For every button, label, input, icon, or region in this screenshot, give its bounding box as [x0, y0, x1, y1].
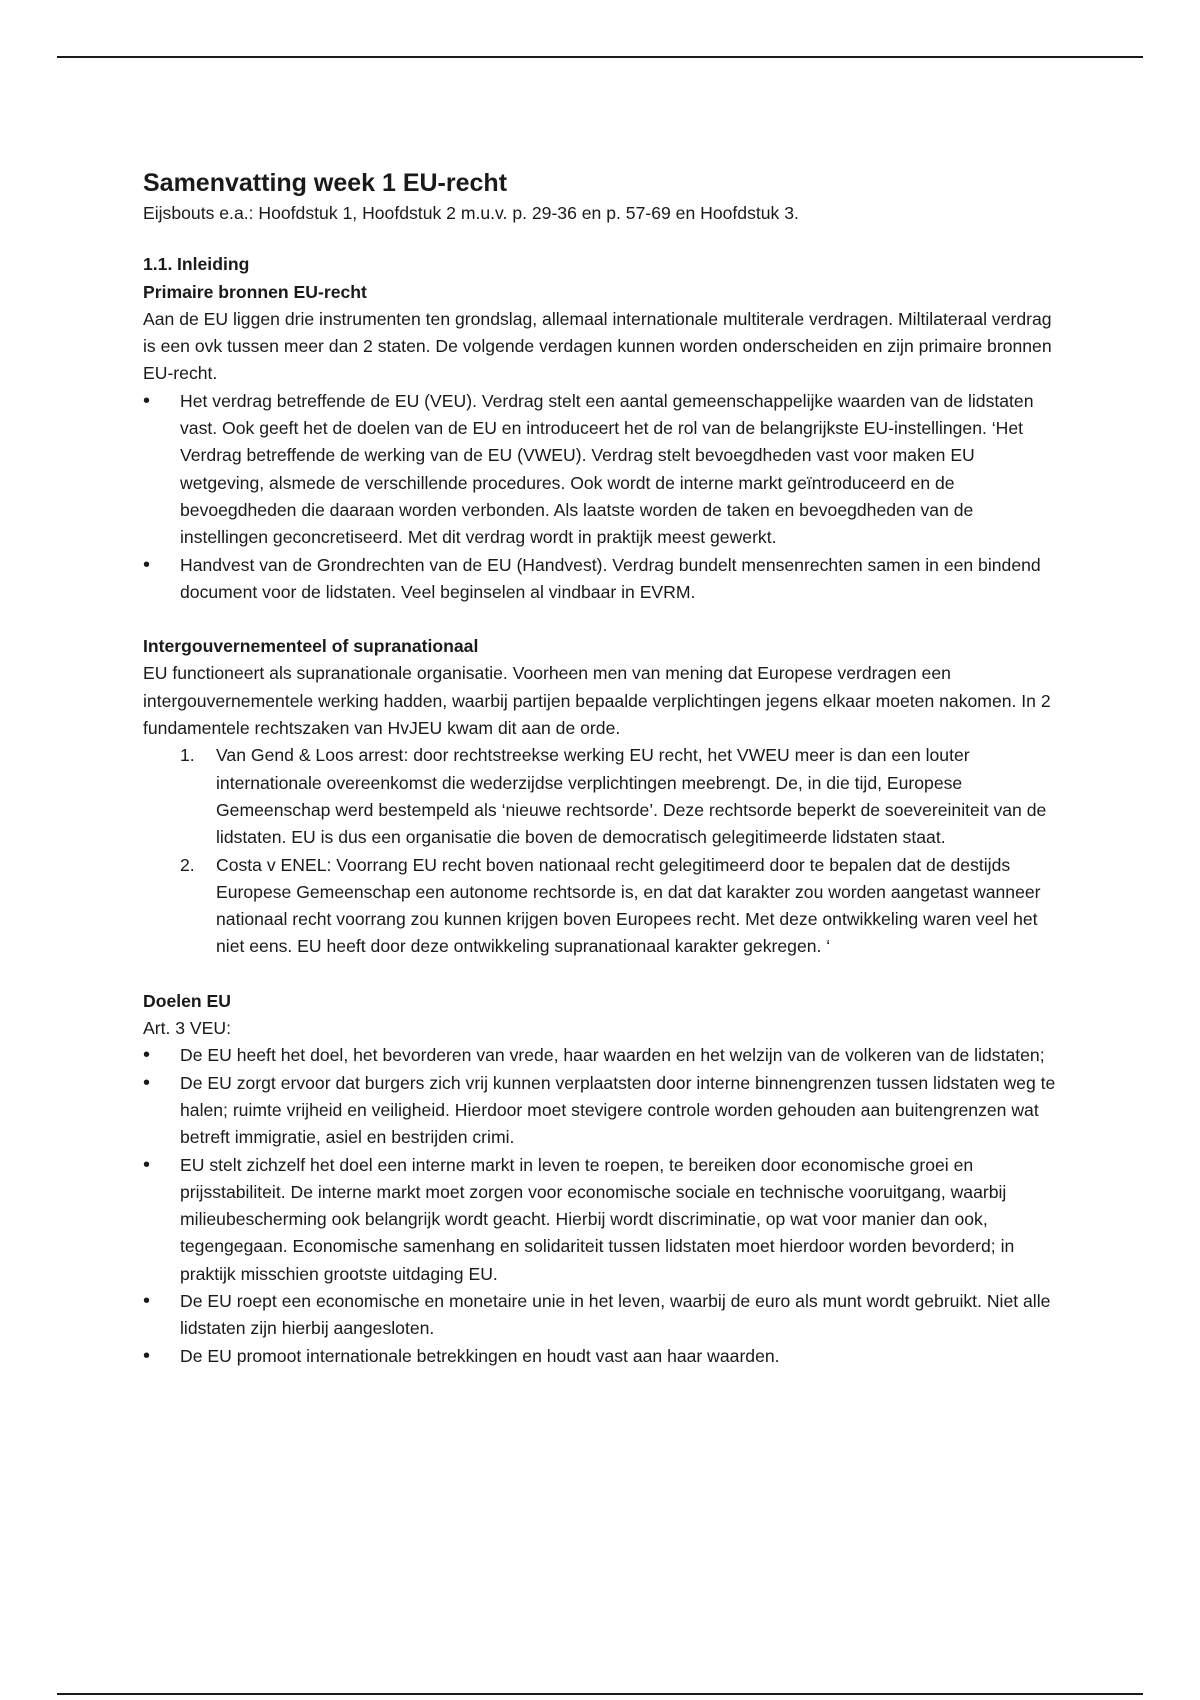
document-title: Samenvatting week 1 EU-recht [143, 169, 508, 197]
list-item-text: Costa v ENEL: Voorrang EU recht boven nationaal recht gelegitimeerd door te bepalen dat de destijds Europese Gemeenschap een autonome rechtsorde is, en dat dat karakter zou worden aangetast wanneer nationaal recht voorrang zou kunnen krijgen boven Europees recht. Met deze ontwikkeling waren veel het niet eens. EU heeft door deze ontwikkeling supranationaal karakter gekregen. ‘ [216, 854, 1041, 957]
section-heading-1-1 [143, 251, 1063, 278]
section-title: Inleiding [177, 254, 250, 275]
list-item: • De EU zorgt ervoor dat burgers zich vrij kunnen verplaatsten door interne binnengrenzen tussen lidstaten weg te halen; ruimte vrijheid en veiligheid. Hierdoor moet stevigere controle worden gehouden aan buitengrenzen wat betreft immigratie, asiel en bestrijden crimi. [143, 1070, 1063, 1152]
list-item-text: Van Gend & Loos arrest: door rechtstreekse werking EU recht, het VWEU meer is dan een louter internationale overeenkomst die wederzijdse verplichtingen meebrengt. De, in die tijd, Europese Gemeenschap werd bestempeld als ‘nieuwe rechtsorde’. Deze rechtsorde beperkt de soevereiniteit van de lidstaten. EU is dus een organisatie die boven de democratisch gelegitimeerde lidstaten staat. [216, 745, 1047, 848]
list-marker: 2. [180, 854, 195, 875]
list-item [180, 742, 1063, 851]
goals-intro: Art. 3 VEU: [143, 1018, 231, 1039]
section-number: 1.1. [143, 254, 173, 275]
primary-sources-heading: Primaire bronnen EU-recht [143, 281, 367, 302]
court-cases-list [143, 742, 1063, 960]
document-subtitle: Eijsbouts e.a.: Hoofdstuk 1, Hoofdstuk 2 m.u.v. p. 29-36 en p. 57-69 en Hoofdstuk 3. [143, 203, 799, 223]
supranational-heading: Intergouvernementeel of supranationaal [143, 636, 479, 657]
list-item [180, 852, 1063, 961]
list-item: • EU stelt zichzelf het doel een interne markt in leven te roepen, te bereiken door economische groei en prijsstabiliteit. De interne markt moet zorgen voor economische sociale en technische vooruitgang, waarbij milieubescherming ook belangrijk wordt geacht. Hierbij wordt discriminatie, op wat voor manier dan ook, tegengegaan. Economische samenhang en solidariteit tussen lidstaten moet hierdoor worden bevorderd; in praktijk misschien grootste uitdaging EU. [143, 1152, 1063, 1288]
list-item: • De EU roept een economische en monetaire unie in het leven, waarbij de euro als munt wordt gebruikt. Niet alle lidstaten zijn hierbij aangesloten. [143, 1288, 1063, 1343]
header-rule [57, 56, 1143, 58]
goals-heading: Doelen EU [143, 990, 231, 1011]
goals-list [143, 1042, 1063, 1370]
spacer [143, 606, 1063, 633]
list-item: • Handvest van de Grondrechten van de EU (Handvest). Verdrag bundelt mensenrechten samen in een bindend document voor de lidstaten. Veel beginselen al vindbaar in EVRM. [143, 552, 1063, 607]
list-item: • Het verdrag betreffende de EU (VEU). Verdrag stelt een aantal gemeenschappelijke waarden van de lidstaten vast. Ook geeft het de doelen van de EU en introduceert het de rol van de belangrijkste EU-instellingen. ‘Het Verdrag betreffende de werking van de EU (VWEU). Verdrag stelt bevoegdheden vast voor maken EU wetgeving, alsmede de verschillende procedures. Ook wordt de interne markt geïntroduceerd en de bevoegdheden die daaraan worden verbonden. Als laatste worden de taken en bevoegdheden van de instellingen geconcretiseerd. Met dit verdrag wordt in praktijk meest gewerkt. [143, 388, 1063, 552]
list-marker: 1. [180, 745, 195, 766]
primary-sources-list [143, 388, 1063, 606]
supranational-intro: EU functioneert als supranationale organisatie. Voorheen men van mening dat Europese verdragen een intergouvernementele werking hadden, waarbij partijen bepaalde verplichtingen jegens elkaar moeten nakomen. In 2 fundamentele rechtszaken van HvJEU kwam dit aan de orde. [143, 663, 1051, 739]
document-body [143, 166, 1063, 1370]
list-item: • De EU promoot internationale betrekkingen en houdt vast aan haar waarden. [143, 1343, 1063, 1370]
footer-rule [57, 1693, 1143, 1695]
list-item: • De EU heeft het doel, het bevorderen van vrede, haar waarden en het welzijn van de volkeren van de lidstaten; [143, 1042, 1063, 1069]
spacer [143, 961, 1063, 988]
primary-sources-intro: Aan de EU liggen drie instrumenten ten grondslag, allemaal internationale multiterale verdragen. Miltilateraal verdrag is een ovk tussen meer dan 2 staten. De volgende verdagen kunnen worden onderscheiden en zijn primaire bronnen EU-recht. [143, 308, 1052, 384]
